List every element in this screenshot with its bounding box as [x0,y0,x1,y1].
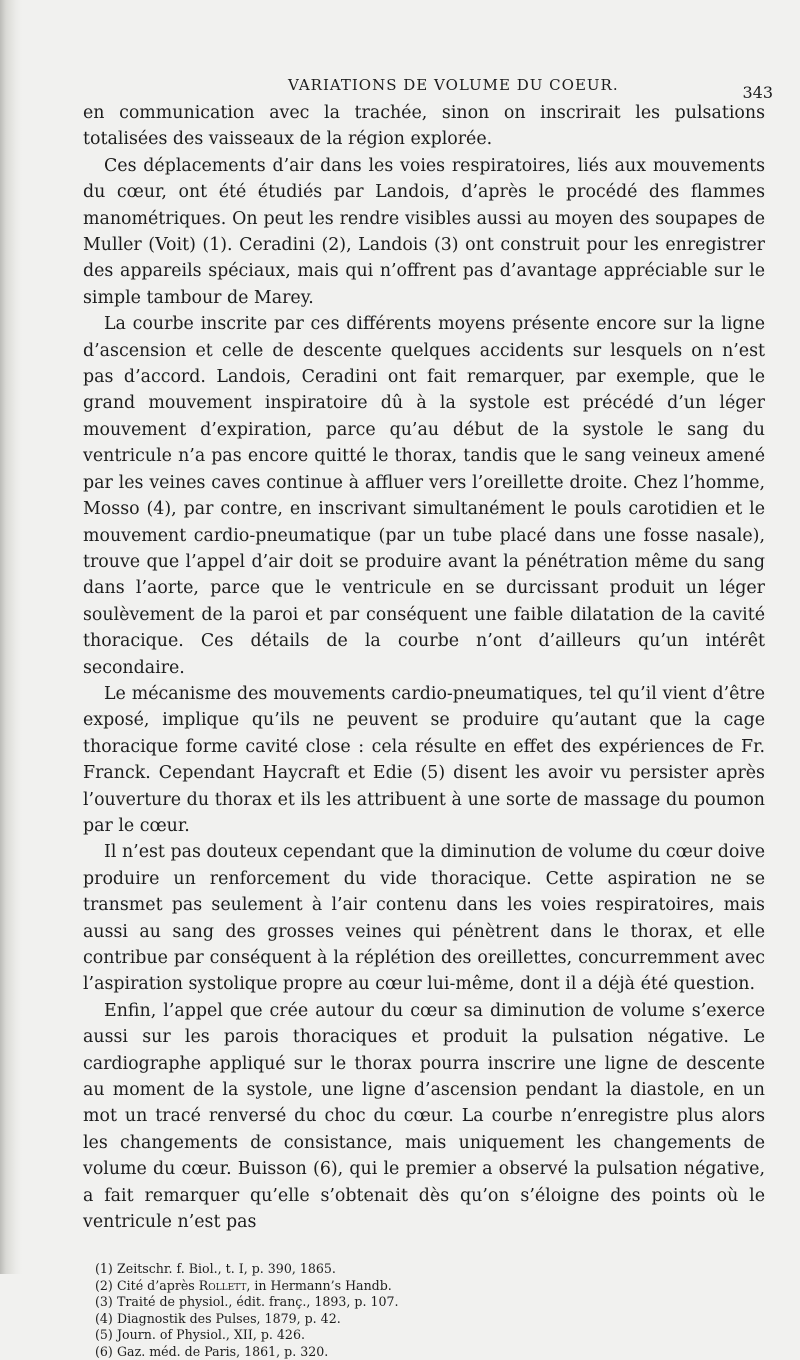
footnote-text: Gaz. méd. de Paris, 1861, p. 320. [117,1343,329,1359]
paragraph: en communication avec la trachée, sinon on inscrirait les pulsations totalisées des vaisseaux de la région explorée. [83,103,765,150]
footnote [95,1261,765,1277]
footnote-number: (4) [95,1310,113,1326]
footnote [95,1311,765,1327]
footnote-number: (6) [95,1343,113,1359]
page-number: 343 [742,83,773,102]
book-page [83,60,773,1360]
footnote-text: Journ. of Physiol., XII, p. 426. [117,1327,305,1343]
footnote-author: Rollett [198,1277,247,1293]
footnote [95,1294,765,1310]
paragraph: Enfin, l’appel que crée autour du cœur sa diminution de volume s’exerce aussi sur les parois thoraciques et produit la pulsation négative. Le cardiographe appliqué sur le thorax pourra inscrire une ligne de descente au moment de la systole, une ligne d’ascension pendant la diastole, en un mot un tracé renversé du choc du cœur. La courbe n’enregistre plus alors les changements de consistance, mais uniquement les changements de volume du cœur. Buisson (6), qui le premier a observé la pulsation négative, a fait remarquer qu’elle s’obtenait dès qu’on s’éloigne des points où le ventricule n’est pas [83,1000,765,1233]
paragraph: Il n’est pas douteux cependant que la diminution de volume du cœur doive produire un renforcement du vide thoracique. Cette aspiration ne se transmet pas seulement à l’air contenu dans les voies respiratoires, mais aussi au sang des grosses veines qui pénètrent dans le thorax, et elle contribue par conséquent à la réplétion des oreillettes, concurremment avec l’aspiration systolique propre au cœur lui-même, dont il a déjà été question. [83,842,765,995]
paragraph: Le mécanisme des mouvements cardio-pneumatiques, tel qu’il vient d’être exposé, implique qu’ils ne peuvent se produire qu’autant que la cage thoracique forme cavité close : cela résulte en effet des expériences de Fr. Franck. Cependant Haycraft et Edie (5) disent les avoir vu persister après l’ouverture du thorax et ils les attribuent à une sorte de massage du poumon par le cœur. [83,683,765,836]
footnote [95,1327,765,1343]
footnote-text-tail: , in Hermann’s Handb. [246,1277,392,1293]
running-title: VARIATIONS DE VOLUME DU COEUR. [288,76,619,94]
body-text [83,100,765,1235]
footnote-number: (3) [95,1294,113,1310]
page-header [83,60,773,102]
footnote-number: (5) [95,1327,113,1343]
footnote-number: (2) [95,1277,113,1293]
footnote-text: Diagnostik des Pulses, 1879, p. 42. [117,1310,341,1326]
page-edge-shadow [0,0,22,1274]
footnote-text: Traité de physiol., édit. franç., 1893, p. 107. [117,1294,399,1310]
footnotes [83,1261,765,1359]
footnote [95,1344,765,1360]
footnote-text: Zeitschr. f. Biol., t. I, p. 390, 1865. [117,1261,336,1277]
paragraph: Ces déplacements d’air dans les voies respiratoires, liés aux mouvements du cœur, ont été étudiés par Landois, d’après le procédé des flammes manométriques. On peut les rendre visibles aussi au moyen des soupapes de Muller (Voit) (1). Ceradini (2), Landois (3) ont construit pour les enregistrer des appareils spéciaux, mais qui n’offrent pas d’avantage appréciable sur le simple tambour de Marey. [83,155,765,308]
footnote [95,1278,765,1294]
footnote-text: Cité d’après [117,1277,199,1293]
footnote-number: (1) [95,1261,113,1277]
paragraph: La courbe inscrite par ces différents moyens présente encore sur la ligne d’ascension et celle de descente quelques accidents sur lesquels on n’est pas d’accord. Landois, Ceradini ont fait remarquer, par exemple, que le grand mouvement inspiratoire dû à la systole est précédé d’un léger mouvement d’expiration, parce qu’au début de la systole le sang du ventricule n’a pas encore quitté le thorax, tandis que le sang veineux amené par les veines caves continue à affluer vers l’oreillette droite. Chez l’homme, Mosso (4), par contre, en inscrivant simultanément le pouls carotidien et le mouvement cardio-pneumatique (par un tube placé dans une fosse nasale), trouve que l’appel d’air doit se produire avant la pénétration même du sang dans l’aorte, parce que le ventricule en se durcissant produit un léger soulèvement de la paroi et par conséquent une faible dilatation de la cavité thoracique. Ces détails de la courbe n’ont d’ailleurs qu’un intérêt secondaire. [83,314,765,678]
